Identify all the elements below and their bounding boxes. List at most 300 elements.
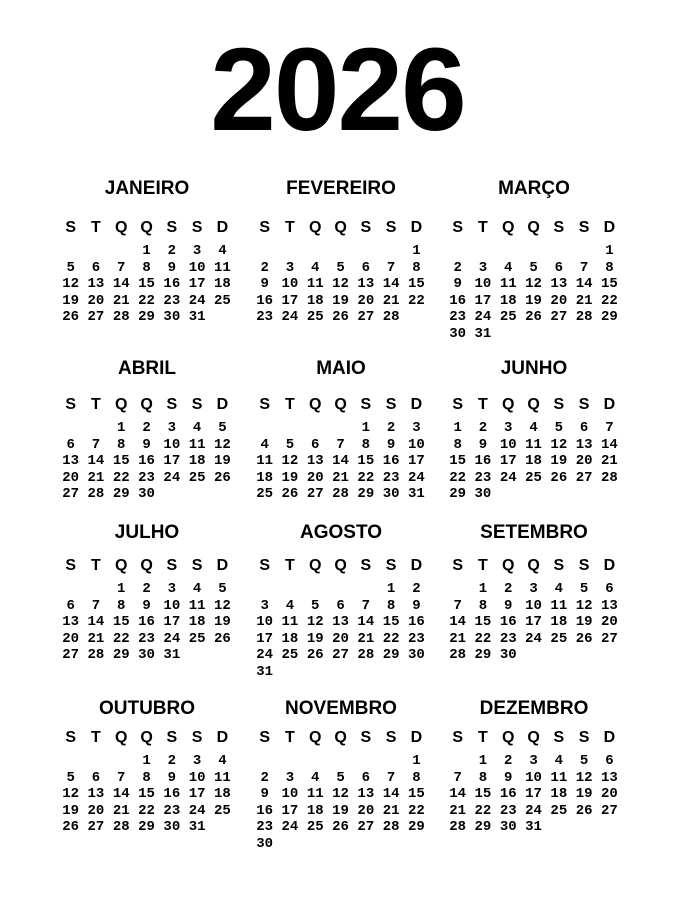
day-cell: 26 bbox=[306, 647, 324, 664]
empty-cell bbox=[303, 581, 328, 598]
weekday-header: Q bbox=[527, 729, 540, 746]
day-cell: 10 bbox=[474, 276, 492, 293]
month-days-grid bbox=[252, 218, 429, 326]
day-cell: 20 bbox=[332, 630, 349, 647]
weekday-header: S bbox=[166, 219, 178, 236]
day-cell: 17 bbox=[163, 453, 181, 470]
day-cell: 31 bbox=[188, 309, 206, 326]
day-cell: 5 bbox=[336, 259, 345, 276]
day-cell: 24 bbox=[474, 309, 492, 326]
weekday-header: S bbox=[578, 219, 590, 236]
weekday-header: Q bbox=[334, 219, 347, 236]
day-cell: 12 bbox=[62, 786, 80, 803]
day-cell: 15 bbox=[408, 276, 425, 293]
weekday-header: S bbox=[578, 396, 590, 413]
day-cell: 16 bbox=[499, 786, 517, 803]
day-cell: 13 bbox=[357, 786, 375, 803]
empty-cell bbox=[378, 243, 403, 260]
day-cell: 14 bbox=[332, 453, 349, 470]
day-cell: 19 bbox=[550, 453, 568, 470]
weekday-header: S bbox=[65, 729, 76, 746]
day-cell: 14 bbox=[87, 614, 105, 631]
empty-cell bbox=[571, 243, 596, 260]
weekday-header: T bbox=[478, 729, 488, 746]
day-cell: 20 bbox=[357, 802, 375, 819]
empty-cell bbox=[252, 420, 277, 437]
month-title: JANEIRO bbox=[104, 178, 190, 199]
weekday-header: S bbox=[259, 557, 270, 574]
weekday-header: S bbox=[166, 729, 178, 746]
day-cell: 23 bbox=[163, 292, 181, 309]
weekday-header: Q bbox=[309, 219, 322, 236]
day-cell: 27 bbox=[306, 486, 324, 503]
day-cell: 22 bbox=[408, 802, 425, 819]
day-cell: 16 bbox=[163, 786, 181, 803]
day-cell: 1 bbox=[117, 581, 126, 597]
day-cell: 21 bbox=[87, 469, 105, 486]
day-cell: 29 bbox=[112, 486, 130, 503]
weekday-header: Q bbox=[502, 396, 515, 413]
day-cell: 26 bbox=[214, 630, 231, 647]
day-cell: 3 bbox=[529, 581, 538, 597]
weekday-header: D bbox=[216, 396, 229, 413]
day-cell: 26 bbox=[525, 309, 542, 326]
day-cell: 31 bbox=[474, 325, 492, 342]
day-cell: 28 bbox=[332, 486, 349, 503]
day-cell: 29 bbox=[138, 309, 155, 326]
day-cell: 13 bbox=[601, 769, 618, 786]
day-cell: 22 bbox=[382, 630, 400, 647]
day-cell: 13 bbox=[332, 614, 349, 631]
weekday-header: D bbox=[603, 219, 616, 236]
day-cell: 6 bbox=[311, 436, 320, 453]
day-cell: 9 bbox=[260, 786, 269, 803]
weekday-header: Q bbox=[527, 396, 540, 413]
day-cell: 18 bbox=[256, 469, 274, 486]
day-cell: 15 bbox=[601, 276, 618, 293]
day-cell: 28 bbox=[112, 819, 130, 836]
day-cell: 17 bbox=[188, 276, 206, 293]
day-cell: 17 bbox=[188, 786, 206, 803]
weekday-header: S bbox=[452, 219, 463, 236]
day-cell: 1 bbox=[142, 753, 151, 769]
month-days-grid bbox=[252, 728, 429, 853]
day-cell: 21 bbox=[382, 802, 400, 819]
day-cell: 13 bbox=[357, 276, 375, 293]
day-cell: 6 bbox=[91, 769, 101, 786]
day-cell: 23 bbox=[256, 309, 274, 326]
weekday-header: Q bbox=[502, 729, 515, 746]
day-cell: 16 bbox=[256, 802, 274, 819]
empty-cell bbox=[277, 243, 302, 260]
month-title: JUNHO bbox=[500, 358, 568, 379]
day-cell: 21 bbox=[357, 630, 375, 647]
day-cell: 2 bbox=[142, 420, 151, 436]
day-cell: 18 bbox=[525, 453, 542, 470]
day-cell: 4 bbox=[504, 259, 513, 276]
day-cell: 5 bbox=[311, 597, 320, 614]
month-title: ABRIL bbox=[117, 358, 177, 379]
day-cell: 26 bbox=[62, 309, 80, 326]
empty-cell bbox=[445, 243, 470, 260]
day-cell: 3 bbox=[529, 753, 538, 769]
day-cell: 31 bbox=[408, 486, 425, 503]
day-cell: 24 bbox=[499, 469, 517, 486]
day-cell: 9 bbox=[504, 769, 513, 786]
day-cell: 10 bbox=[408, 436, 425, 453]
day-cell: 12 bbox=[306, 614, 324, 631]
day-cell: 26 bbox=[214, 469, 231, 486]
day-cell: 9 bbox=[142, 597, 151, 614]
day-cell: 4 bbox=[554, 753, 564, 769]
day-cell: 20 bbox=[550, 292, 568, 309]
day-cell: 31 bbox=[525, 819, 542, 836]
day-cell: 22 bbox=[474, 802, 492, 819]
day-cell: 2 bbox=[453, 259, 462, 276]
day-cell: 28 bbox=[601, 469, 618, 486]
day-cell: 25 bbox=[188, 469, 206, 486]
month-title: SETEMBRO bbox=[480, 522, 588, 543]
month-days-grid bbox=[252, 395, 429, 503]
day-cell: 27 bbox=[87, 819, 105, 836]
empty-cell bbox=[303, 243, 328, 260]
day-cell: 8 bbox=[361, 436, 371, 453]
day-cell: 17 bbox=[525, 786, 542, 803]
day-cell: 29 bbox=[601, 309, 618, 326]
day-cell: 22 bbox=[601, 292, 618, 309]
month-days-grid bbox=[445, 728, 622, 836]
weekday-header: S bbox=[553, 729, 565, 746]
day-cell: 11 bbox=[188, 597, 206, 614]
day-cell: 1 bbox=[412, 243, 421, 259]
day-cell: 28 bbox=[357, 647, 375, 664]
day-cell: 9 bbox=[260, 276, 269, 293]
day-cell: 25 bbox=[214, 802, 231, 819]
day-cell: 13 bbox=[62, 453, 80, 470]
day-cell: 20 bbox=[575, 453, 593, 470]
month-days-grid bbox=[58, 728, 235, 836]
weekday-header: S bbox=[65, 557, 76, 574]
weekday-header: S bbox=[385, 729, 397, 746]
day-cell: 5 bbox=[218, 581, 227, 597]
day-cell: 11 bbox=[550, 769, 568, 786]
day-cell: 16 bbox=[408, 614, 425, 631]
day-cell: 30 bbox=[382, 486, 400, 503]
day-cell: 7 bbox=[117, 259, 126, 276]
day-cell: 27 bbox=[62, 647, 80, 664]
day-cell: 21 bbox=[332, 469, 349, 486]
day-cell: 12 bbox=[575, 597, 593, 614]
weekday-header: Q bbox=[140, 557, 153, 574]
empty-cell bbox=[252, 581, 277, 598]
weekday-header: S bbox=[360, 396, 372, 413]
day-cell: 5 bbox=[529, 259, 538, 276]
day-cell: 28 bbox=[449, 647, 467, 664]
day-cell: 10 bbox=[525, 769, 542, 786]
day-cell: 8 bbox=[412, 259, 421, 276]
day-cell: 2 bbox=[412, 581, 421, 597]
day-cell: 23 bbox=[449, 309, 467, 326]
day-cell: 26 bbox=[575, 802, 593, 819]
day-cell: 14 bbox=[112, 786, 130, 803]
weekday-header: S bbox=[259, 729, 270, 746]
empty-cell bbox=[328, 243, 353, 260]
day-cell: 6 bbox=[554, 259, 564, 276]
day-cell: 27 bbox=[601, 802, 618, 819]
day-cell: 4 bbox=[192, 581, 202, 597]
day-cell: 2 bbox=[167, 753, 177, 769]
day-cell: 10 bbox=[499, 436, 517, 453]
day-cell: 2 bbox=[478, 420, 488, 436]
day-cell: 27 bbox=[357, 819, 375, 836]
weekday-header: D bbox=[410, 396, 423, 413]
day-cell: 12 bbox=[281, 453, 299, 470]
day-cell: 11 bbox=[214, 259, 231, 276]
day-cell: 22 bbox=[474, 630, 492, 647]
day-cell: 16 bbox=[474, 453, 492, 470]
day-cell: 8 bbox=[142, 769, 151, 786]
day-cell: 12 bbox=[332, 786, 349, 803]
day-cell: 7 bbox=[361, 597, 371, 614]
day-cell: 23 bbox=[499, 802, 517, 819]
day-cell: 22 bbox=[357, 469, 375, 486]
day-cell: 25 bbox=[188, 630, 206, 647]
day-cell: 9 bbox=[478, 436, 488, 453]
day-cell: 25 bbox=[525, 469, 542, 486]
weekday-header: Q bbox=[115, 396, 128, 413]
day-cell: 22 bbox=[449, 469, 467, 486]
weekday-header: T bbox=[285, 219, 295, 236]
day-cell: 11 bbox=[188, 436, 206, 453]
day-cell: 23 bbox=[256, 819, 274, 836]
day-cell: 25 bbox=[499, 309, 517, 326]
day-cell: 18 bbox=[306, 802, 324, 819]
day-cell: 18 bbox=[188, 614, 206, 631]
empty-cell bbox=[470, 243, 495, 260]
day-cell: 11 bbox=[550, 597, 568, 614]
day-cell: 11 bbox=[499, 276, 517, 293]
empty-cell bbox=[83, 243, 108, 260]
day-cell: 24 bbox=[163, 630, 181, 647]
day-cell: 15 bbox=[112, 453, 130, 470]
day-cell: 11 bbox=[214, 769, 231, 786]
day-cell: 30 bbox=[256, 835, 274, 852]
day-cell: 23 bbox=[382, 469, 400, 486]
weekday-header: S bbox=[166, 557, 178, 574]
day-cell: 28 bbox=[87, 486, 105, 503]
day-cell: 5 bbox=[218, 420, 227, 436]
day-cell: 2 bbox=[260, 769, 269, 786]
year-title: 2026 bbox=[210, 24, 465, 156]
day-cell: 25 bbox=[550, 630, 568, 647]
weekday-header: D bbox=[216, 729, 229, 746]
day-cell: 22 bbox=[112, 630, 130, 647]
day-cell: 30 bbox=[163, 819, 181, 836]
day-cell: 31 bbox=[188, 819, 206, 836]
day-cell: 7 bbox=[91, 597, 101, 614]
day-cell: 26 bbox=[62, 819, 80, 836]
day-cell: 21 bbox=[449, 802, 467, 819]
day-cell: 3 bbox=[412, 420, 421, 436]
day-cell: 16 bbox=[382, 453, 400, 470]
day-cell: 1 bbox=[605, 243, 614, 259]
empty-cell bbox=[328, 581, 353, 598]
day-cell: 1 bbox=[117, 420, 126, 436]
day-cell: 1 bbox=[478, 581, 488, 597]
day-cell: 13 bbox=[87, 786, 105, 803]
empty-cell bbox=[109, 753, 134, 770]
month-title: MAIO bbox=[316, 358, 366, 379]
day-cell: 6 bbox=[361, 769, 371, 786]
weekday-header: Q bbox=[309, 729, 322, 746]
day-cell: 29 bbox=[357, 486, 375, 503]
day-cell: 14 bbox=[87, 453, 105, 470]
day-cell: 25 bbox=[550, 802, 568, 819]
day-cell: 28 bbox=[87, 647, 105, 664]
day-cell: 17 bbox=[525, 614, 542, 631]
weekday-header: S bbox=[385, 557, 397, 574]
day-cell: 1 bbox=[478, 753, 488, 769]
weekday-header: Q bbox=[527, 219, 540, 236]
weekday-header: T bbox=[478, 396, 488, 413]
weekday-header: D bbox=[216, 557, 229, 574]
day-cell: 9 bbox=[167, 259, 177, 276]
empty-cell bbox=[445, 581, 470, 598]
day-cell: 21 bbox=[87, 630, 105, 647]
day-cell: 8 bbox=[412, 769, 421, 786]
empty-cell bbox=[303, 420, 328, 437]
weekday-header: Q bbox=[334, 557, 347, 574]
day-cell: 14 bbox=[382, 786, 400, 803]
day-cell: 10 bbox=[188, 259, 206, 276]
empty-cell bbox=[58, 753, 83, 770]
day-cell: 9 bbox=[453, 276, 462, 293]
day-cell: 30 bbox=[499, 647, 517, 664]
weekday-header: S bbox=[553, 396, 565, 413]
empty-cell bbox=[58, 243, 83, 260]
day-cell: 25 bbox=[214, 292, 231, 309]
day-cell: 30 bbox=[408, 647, 425, 664]
day-cell: 7 bbox=[117, 769, 126, 786]
month-days-grid bbox=[252, 556, 429, 681]
day-cell: 18 bbox=[550, 614, 568, 631]
month-days-grid bbox=[445, 218, 622, 343]
month-title: MARÇO bbox=[498, 178, 570, 199]
month-days-grid bbox=[58, 395, 235, 503]
day-cell: 5 bbox=[554, 420, 564, 436]
day-cell: 7 bbox=[91, 436, 101, 453]
day-cell: 24 bbox=[281, 819, 299, 836]
day-cell: 8 bbox=[605, 259, 614, 276]
weekday-header: D bbox=[410, 729, 423, 746]
weekday-header: S bbox=[360, 557, 372, 574]
day-cell: 6 bbox=[605, 753, 614, 769]
weekday-header: S bbox=[65, 396, 76, 413]
day-cell: 16 bbox=[499, 614, 517, 631]
day-cell: 2 bbox=[142, 581, 151, 597]
day-cell: 2 bbox=[167, 243, 177, 259]
day-cell: 13 bbox=[601, 597, 618, 614]
day-cell: 1 bbox=[361, 420, 371, 436]
weekday-header: S bbox=[452, 396, 463, 413]
day-cell: 12 bbox=[62, 276, 80, 293]
day-cell: 26 bbox=[550, 469, 568, 486]
day-cell: 20 bbox=[601, 614, 618, 631]
day-cell: 26 bbox=[281, 486, 299, 503]
day-cell: 29 bbox=[138, 819, 155, 836]
day-cell: 6 bbox=[361, 259, 371, 276]
empty-cell bbox=[378, 753, 403, 770]
day-cell: 5 bbox=[285, 436, 295, 453]
day-cell: 2 bbox=[504, 581, 513, 597]
day-cell: 11 bbox=[281, 614, 299, 631]
day-cell: 18 bbox=[214, 276, 231, 293]
weekday-header: T bbox=[285, 729, 295, 746]
day-cell: 24 bbox=[256, 647, 274, 664]
day-cell: 18 bbox=[188, 453, 206, 470]
weekday-header: S bbox=[452, 557, 463, 574]
empty-cell bbox=[353, 581, 378, 598]
day-cell: 21 bbox=[112, 802, 130, 819]
day-cell: 18 bbox=[214, 786, 231, 803]
day-cell: 5 bbox=[336, 769, 345, 786]
day-cell: 16 bbox=[449, 292, 467, 309]
weekday-header: S bbox=[191, 557, 203, 574]
weekday-header: Q bbox=[527, 557, 540, 574]
day-cell: 13 bbox=[550, 276, 568, 293]
day-cell: 25 bbox=[281, 647, 299, 664]
day-cell: 27 bbox=[575, 469, 593, 486]
day-cell: 29 bbox=[449, 486, 467, 503]
day-cell: 3 bbox=[260, 597, 269, 614]
day-cell: 15 bbox=[382, 614, 400, 631]
day-cell: 16 bbox=[138, 614, 155, 631]
day-cell: 16 bbox=[163, 276, 181, 293]
day-cell: 1 bbox=[386, 581, 396, 597]
day-cell: 20 bbox=[87, 292, 105, 309]
empty-cell bbox=[353, 753, 378, 770]
day-cell: 17 bbox=[281, 292, 299, 309]
day-cell: 17 bbox=[408, 453, 425, 470]
day-cell: 14 bbox=[449, 614, 467, 631]
weekday-header: D bbox=[603, 396, 616, 413]
day-cell: 21 bbox=[112, 292, 130, 309]
day-cell: 23 bbox=[474, 469, 492, 486]
day-cell: 10 bbox=[163, 436, 181, 453]
empty-cell bbox=[353, 243, 378, 260]
day-cell: 30 bbox=[474, 486, 492, 503]
day-cell: 17 bbox=[474, 292, 492, 309]
day-cell: 7 bbox=[453, 769, 462, 786]
weekday-header: S bbox=[385, 219, 397, 236]
day-cell: 21 bbox=[601, 453, 618, 470]
day-cell: 7 bbox=[453, 597, 462, 614]
day-cell: 10 bbox=[163, 597, 181, 614]
day-cell: 16 bbox=[256, 292, 274, 309]
day-cell: 15 bbox=[112, 614, 130, 631]
day-cell: 16 bbox=[138, 453, 155, 470]
day-cell: 4 bbox=[529, 420, 538, 436]
day-cell: 17 bbox=[499, 453, 517, 470]
day-cell: 22 bbox=[138, 292, 155, 309]
day-cell: 6 bbox=[605, 581, 614, 597]
month-title: OUTUBRO bbox=[98, 698, 196, 719]
day-cell: 22 bbox=[408, 292, 425, 309]
day-cell: 15 bbox=[474, 786, 492, 803]
weekday-header: Q bbox=[309, 396, 322, 413]
day-cell: 3 bbox=[167, 420, 177, 436]
day-cell: 1 bbox=[412, 753, 421, 769]
